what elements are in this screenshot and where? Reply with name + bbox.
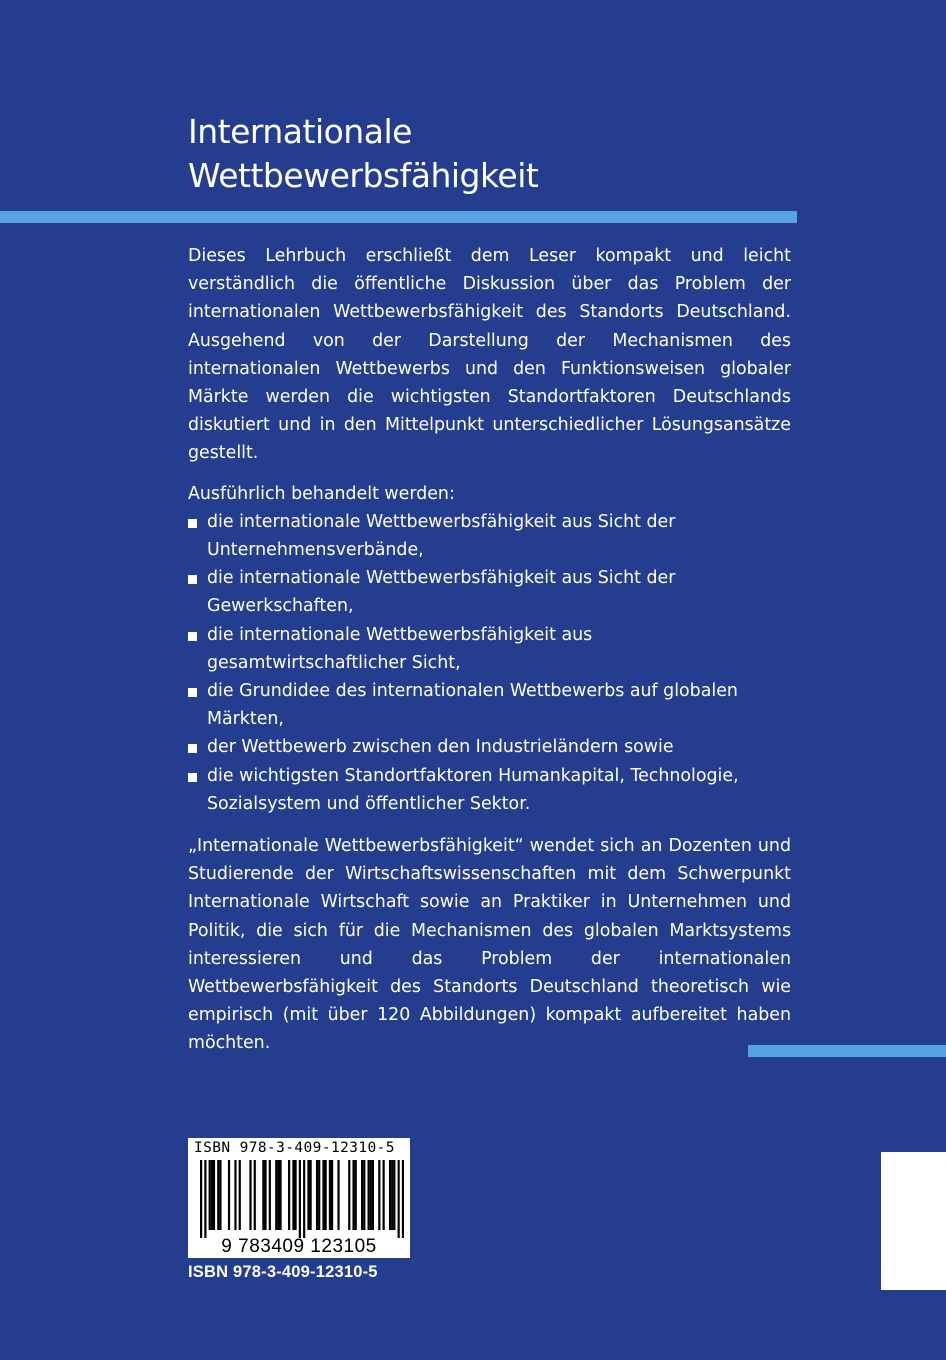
barcode-bar — [307, 1160, 309, 1230]
list-item — [188, 677, 791, 733]
barcode-bar — [393, 1160, 395, 1230]
barcode-bar — [310, 1160, 312, 1230]
barcode-bar — [391, 1160, 393, 1230]
square-bullet-icon — [188, 519, 197, 528]
barcode-bar — [363, 1160, 365, 1230]
barcode-bar — [211, 1160, 213, 1230]
barcode-bar — [355, 1160, 357, 1230]
list-item-text: die internationale Wettbewerbsfähigkeit aus gesamtwirtschaftlicher Sicht, — [207, 624, 593, 673]
barcode-bar — [217, 1160, 219, 1230]
barcode-bar — [294, 1160, 296, 1230]
barcode-bar — [361, 1160, 363, 1230]
barcode-bar — [398, 1160, 400, 1238]
blurb — [188, 242, 791, 1058]
barcode-bar — [239, 1160, 241, 1230]
accent-rule-bottom — [748, 1045, 946, 1057]
barcode-bar — [249, 1160, 251, 1230]
isbn-barcode-block — [188, 1138, 410, 1258]
barcode-bar — [402, 1160, 404, 1238]
accent-rule-top — [0, 211, 797, 223]
barcode-isbn-label: ISBN 978-3-409-12310-5 — [194, 1140, 395, 1156]
barcode-bar — [337, 1160, 339, 1230]
spine-label-box — [881, 1152, 946, 1290]
list-intro: Ausführlich behandelt werden: — [188, 483, 455, 504]
barcode-bar — [213, 1160, 215, 1230]
barcode-bar — [383, 1160, 385, 1230]
intro-paragraph: Dieses Lehrbuch erschließt dem Leser kompakt und leicht verständlich die öffentliche Diskussion über das Problem der internationalen Wettbewerbsfähigkeit des Standorts Deutschland. Ausgehend von der Darstellung der Mechanismen des internationalen Wettbewerbs und den Funktionsweisen globaler Märkte werden die wichtigsten Standortfaktoren Deutschlands diskutiert und in den Mittelpunkt unterschiedlicher Lösungsansätze gestellt. — [188, 246, 791, 464]
barcode-bar — [370, 1160, 372, 1230]
barcode-bar — [372, 1160, 374, 1230]
barcode-bar — [316, 1160, 318, 1230]
barcode-bar — [277, 1160, 279, 1230]
barcode-bar — [288, 1160, 290, 1230]
square-bullet-icon — [188, 744, 197, 753]
barcode-bar — [303, 1160, 305, 1238]
list-item — [188, 508, 791, 564]
barcode-bar — [275, 1160, 277, 1230]
list-item — [188, 621, 791, 677]
square-bullet-icon — [188, 688, 197, 697]
barcode — [200, 1160, 404, 1238]
book-title-line-2: Wettbewerbsfähigkeit — [188, 156, 539, 195]
list-item — [188, 762, 791, 818]
barcode-bar — [352, 1160, 354, 1230]
list-item — [188, 733, 791, 761]
barcode-bar — [318, 1160, 320, 1230]
barcode-bar — [389, 1160, 391, 1230]
square-bullet-icon — [188, 632, 197, 641]
barcode-bar — [378, 1160, 380, 1230]
barcode-bar — [348, 1160, 350, 1230]
barcode-bar — [219, 1160, 221, 1230]
barcode-bar — [367, 1160, 369, 1230]
barcode-bar — [322, 1160, 324, 1230]
square-bullet-icon — [188, 773, 197, 782]
barcode-bar — [299, 1160, 301, 1238]
list-item-text: die wichtigsten Standortfaktoren Humankapital, Technologie, Sozialsystem und öffentlicher Sektor. — [207, 765, 739, 814]
barcode-bar — [279, 1160, 281, 1230]
isbn-label: ISBN 978-3-409-12310-5 — [188, 1263, 378, 1281]
barcode-bar — [329, 1160, 331, 1230]
list-item-text: die Grundidee des internationalen Wettbewerbs auf globalen Märkten, — [207, 681, 738, 730]
barcode-bar — [269, 1160, 271, 1230]
book-title-line-1: Internationale — [188, 112, 412, 151]
barcode-bar — [292, 1160, 294, 1230]
barcode-bar — [264, 1160, 266, 1230]
barcode-bar — [331, 1160, 333, 1230]
square-bullet-icon — [188, 575, 197, 584]
list-item-text: die internationale Wettbewerbsfähigkeit aus Sicht der Gewerkschaften, — [207, 568, 676, 617]
barcode-digits: 9 783409 123105 — [221, 1236, 377, 1257]
list-item-text: die internationale Wettbewerbsfähigkeit aus Sicht der Unternehmensverbände, — [207, 511, 676, 561]
barcode-bar — [204, 1160, 206, 1238]
barcode-bar — [262, 1160, 264, 1230]
audience-paragraph: „Internationale Wettbewerbsfähigkeit“ wendet sich an Dozenten und Studierende der Wirtschaftswissenschaften mit dem Schwerpunkt Internationale Wirtschaft sowie an Praktiker in Unternehmen und Politik, die sich für die Mechanismen des globalen Marktsystems interessieren und das Problem der internationalen Wettbewerbsfähigkeit des Standorts Deutschland theoretisch wie empirisch (mit über 120 Abbildungen) kompakt aufbereitet haben möchten. — [188, 836, 791, 1054]
book-title — [188, 110, 808, 198]
barcode-bar — [325, 1160, 327, 1230]
barcode-bar — [200, 1160, 202, 1238]
barcode-bar — [234, 1160, 236, 1230]
barcode-bar — [254, 1160, 256, 1230]
topic-list — [188, 508, 791, 818]
list-item — [188, 564, 791, 620]
barcode-bar — [209, 1160, 211, 1230]
barcode-bar — [228, 1160, 230, 1230]
list-item-text: der Wettbewerb zwischen den Industrieländern sowie — [207, 737, 674, 758]
